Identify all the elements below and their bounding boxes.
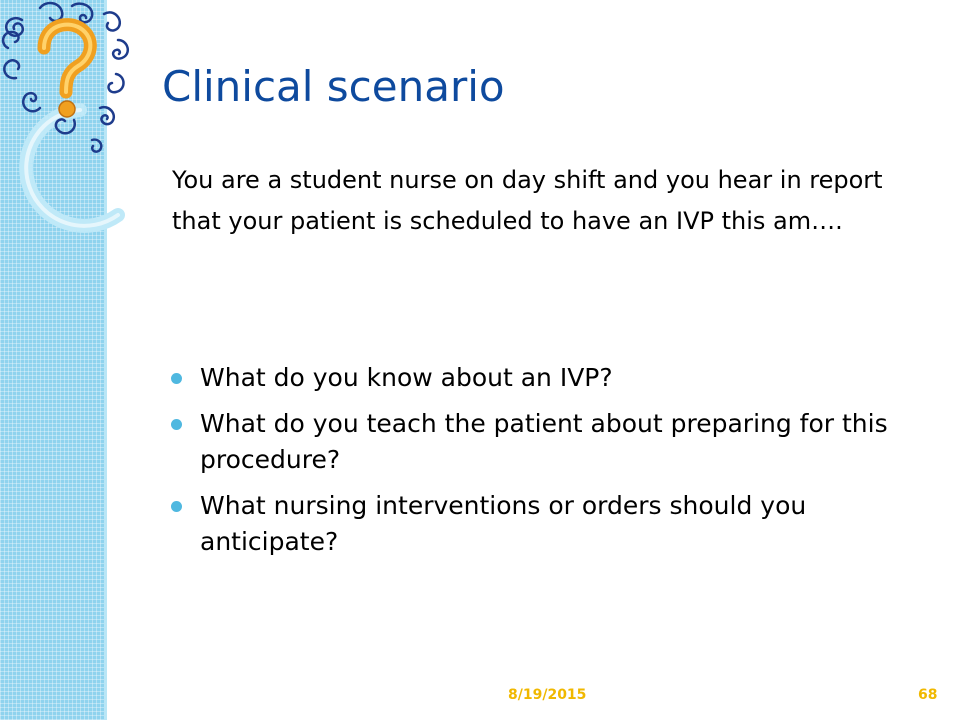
footer-page-number: 68	[918, 687, 938, 703]
bullet-list	[162, 360, 922, 570]
bullet-dot-icon	[171, 419, 182, 430]
slide-title: Clinical scenario	[162, 62, 505, 111]
footer-date: 8/19/2015	[508, 687, 587, 703]
list-item	[162, 360, 922, 396]
list-item	[162, 488, 922, 560]
bullet-text: What do you teach the patient about preparing for this procedure?	[200, 409, 888, 474]
bullet-dot-icon	[171, 501, 182, 512]
bullet-text: What nursing interventions or orders should you anticipate?	[200, 491, 807, 556]
bullet-text: What do you know about an IVP?	[200, 363, 613, 392]
question-mark-icon	[0, 0, 160, 240]
list-item	[162, 406, 922, 478]
bullet-dot-icon	[171, 373, 182, 384]
intro-paragraph: You are a student nurse on day shift and you hear in report that your patient is scheduled to have an IVP this am….	[172, 166, 883, 235]
